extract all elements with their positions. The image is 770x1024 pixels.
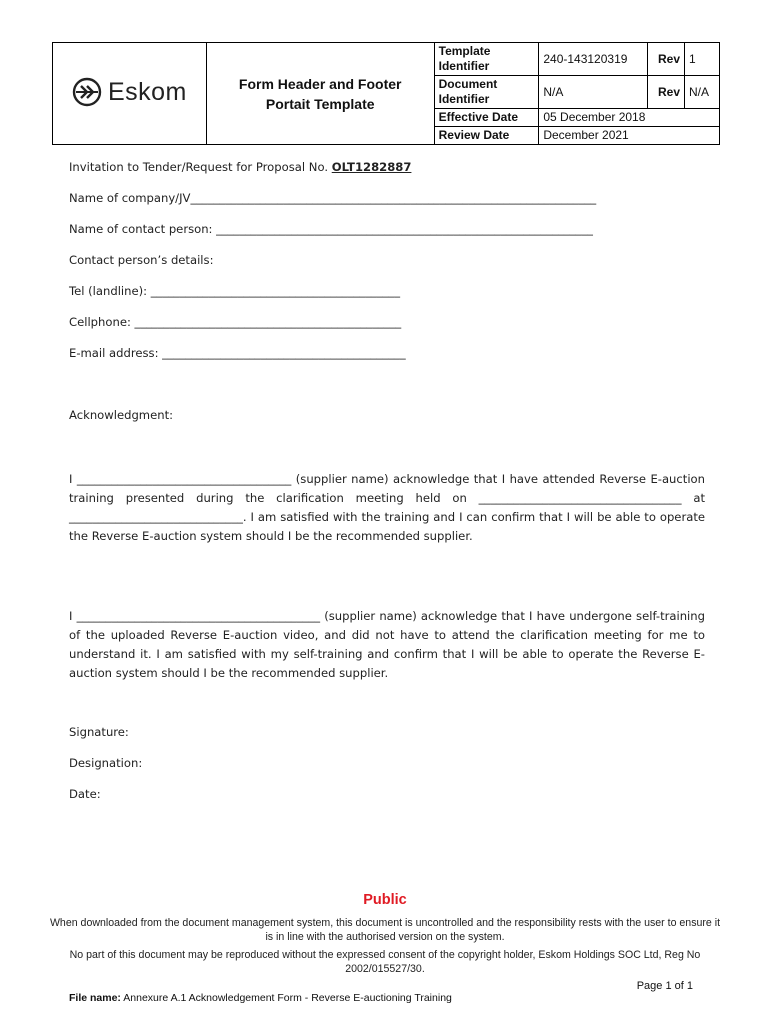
document-identifier-value: N/A — [539, 76, 648, 109]
acknowledgment-heading: Acknowledgment: — [69, 408, 174, 422]
rev-label-1: Rev — [648, 43, 685, 76]
file-name — [69, 992, 452, 1004]
eskom-logo-icon — [72, 77, 102, 107]
self-training-paragraph: I __________________________________________ (supplier name) acknowledge that I have undergone self-training of the uploaded Reverse E-auction video, and did not have to attend the clarification meeting for me to understand it. I am satisfied with my self-training and confirm that I will be able to operate the Reverse E-auction system should I be the recommended supplier. — [69, 609, 705, 680]
signature-label: Signature: — [69, 725, 129, 739]
cellphone-field[interactable]: Cellphone: ______________________________________________ — [69, 315, 402, 329]
copyright-disclaimer: No part of this document may be reproduced without the expressed consent of the copyright holder, Eskom Holdings SOC Ltd, Reg No 2002/015527/30. — [69, 949, 701, 975]
header-table — [52, 42, 720, 145]
page-number: Page 1 of 1 — [636, 980, 693, 992]
logo-text: Eskom — [107, 77, 187, 106]
logo-cell — [53, 43, 207, 145]
template-identifier-label: Template Identifier — [434, 43, 539, 76]
effective-date-value: 05 December 2018 — [539, 109, 720, 127]
title-line-1: Form Header and Footer — [238, 75, 402, 92]
eskom-logo — [72, 77, 187, 107]
document-identifier-label: Document Identifier — [434, 76, 539, 109]
tel-field[interactable]: Tel (landline): ___________________________________________ — [69, 284, 401, 298]
template-identifier-value: 240-143120319 — [539, 43, 648, 76]
review-date-value: December 2021 — [539, 127, 720, 145]
rev-value-2: N/A — [685, 76, 720, 109]
designation-label: Designation: — [69, 756, 143, 770]
company-field[interactable]: Name of company/JV______________________________________________________________________ — [69, 191, 597, 205]
email-field[interactable]: E-mail address: __________________________________________ — [69, 346, 406, 360]
rev-label-2: Rev — [648, 76, 685, 109]
invitation-number: OLT1282887 — [331, 160, 412, 174]
classification-label: Public — [363, 892, 407, 908]
title-line-2: Portait Template — [265, 95, 375, 112]
invitation-label: Invitation to Tender/Request for Proposal No. — [69, 160, 332, 174]
review-date-label: Review Date — [434, 127, 539, 145]
contact-person-field[interactable]: Name of contact person: _________________________________________________________________ — [69, 222, 593, 236]
file-name-label: File name: — [69, 992, 121, 1004]
contact-details-heading: Contact person’s details: — [69, 253, 214, 267]
document-title — [206, 43, 434, 145]
uncontrolled-disclaimer: When downloaded from the document management system, this document is uncontrolled and the responsibility rests with the user to ensure it is in line with the authorised version on the system. — [49, 917, 721, 943]
rev-value-1: 1 — [685, 43, 720, 76]
effective-date-label: Effective Date — [434, 109, 539, 127]
attended-training-paragraph: I _____________________________________ (supplier name) acknowledge that I have attended Reverse E-auction training presented during the clarification meeting held on ___________________________________ at ______________________________. I am satisfied with the training and I can confirm that I will be able to operate the Reverse E-auction system should I be the recommended supplier. — [69, 472, 705, 543]
file-name-value: Annexure A.1 Acknowledgement Form - Reverse E-auctioning Training — [123, 992, 452, 1004]
invitation-line — [69, 160, 411, 174]
date-label: Date: — [69, 787, 101, 801]
